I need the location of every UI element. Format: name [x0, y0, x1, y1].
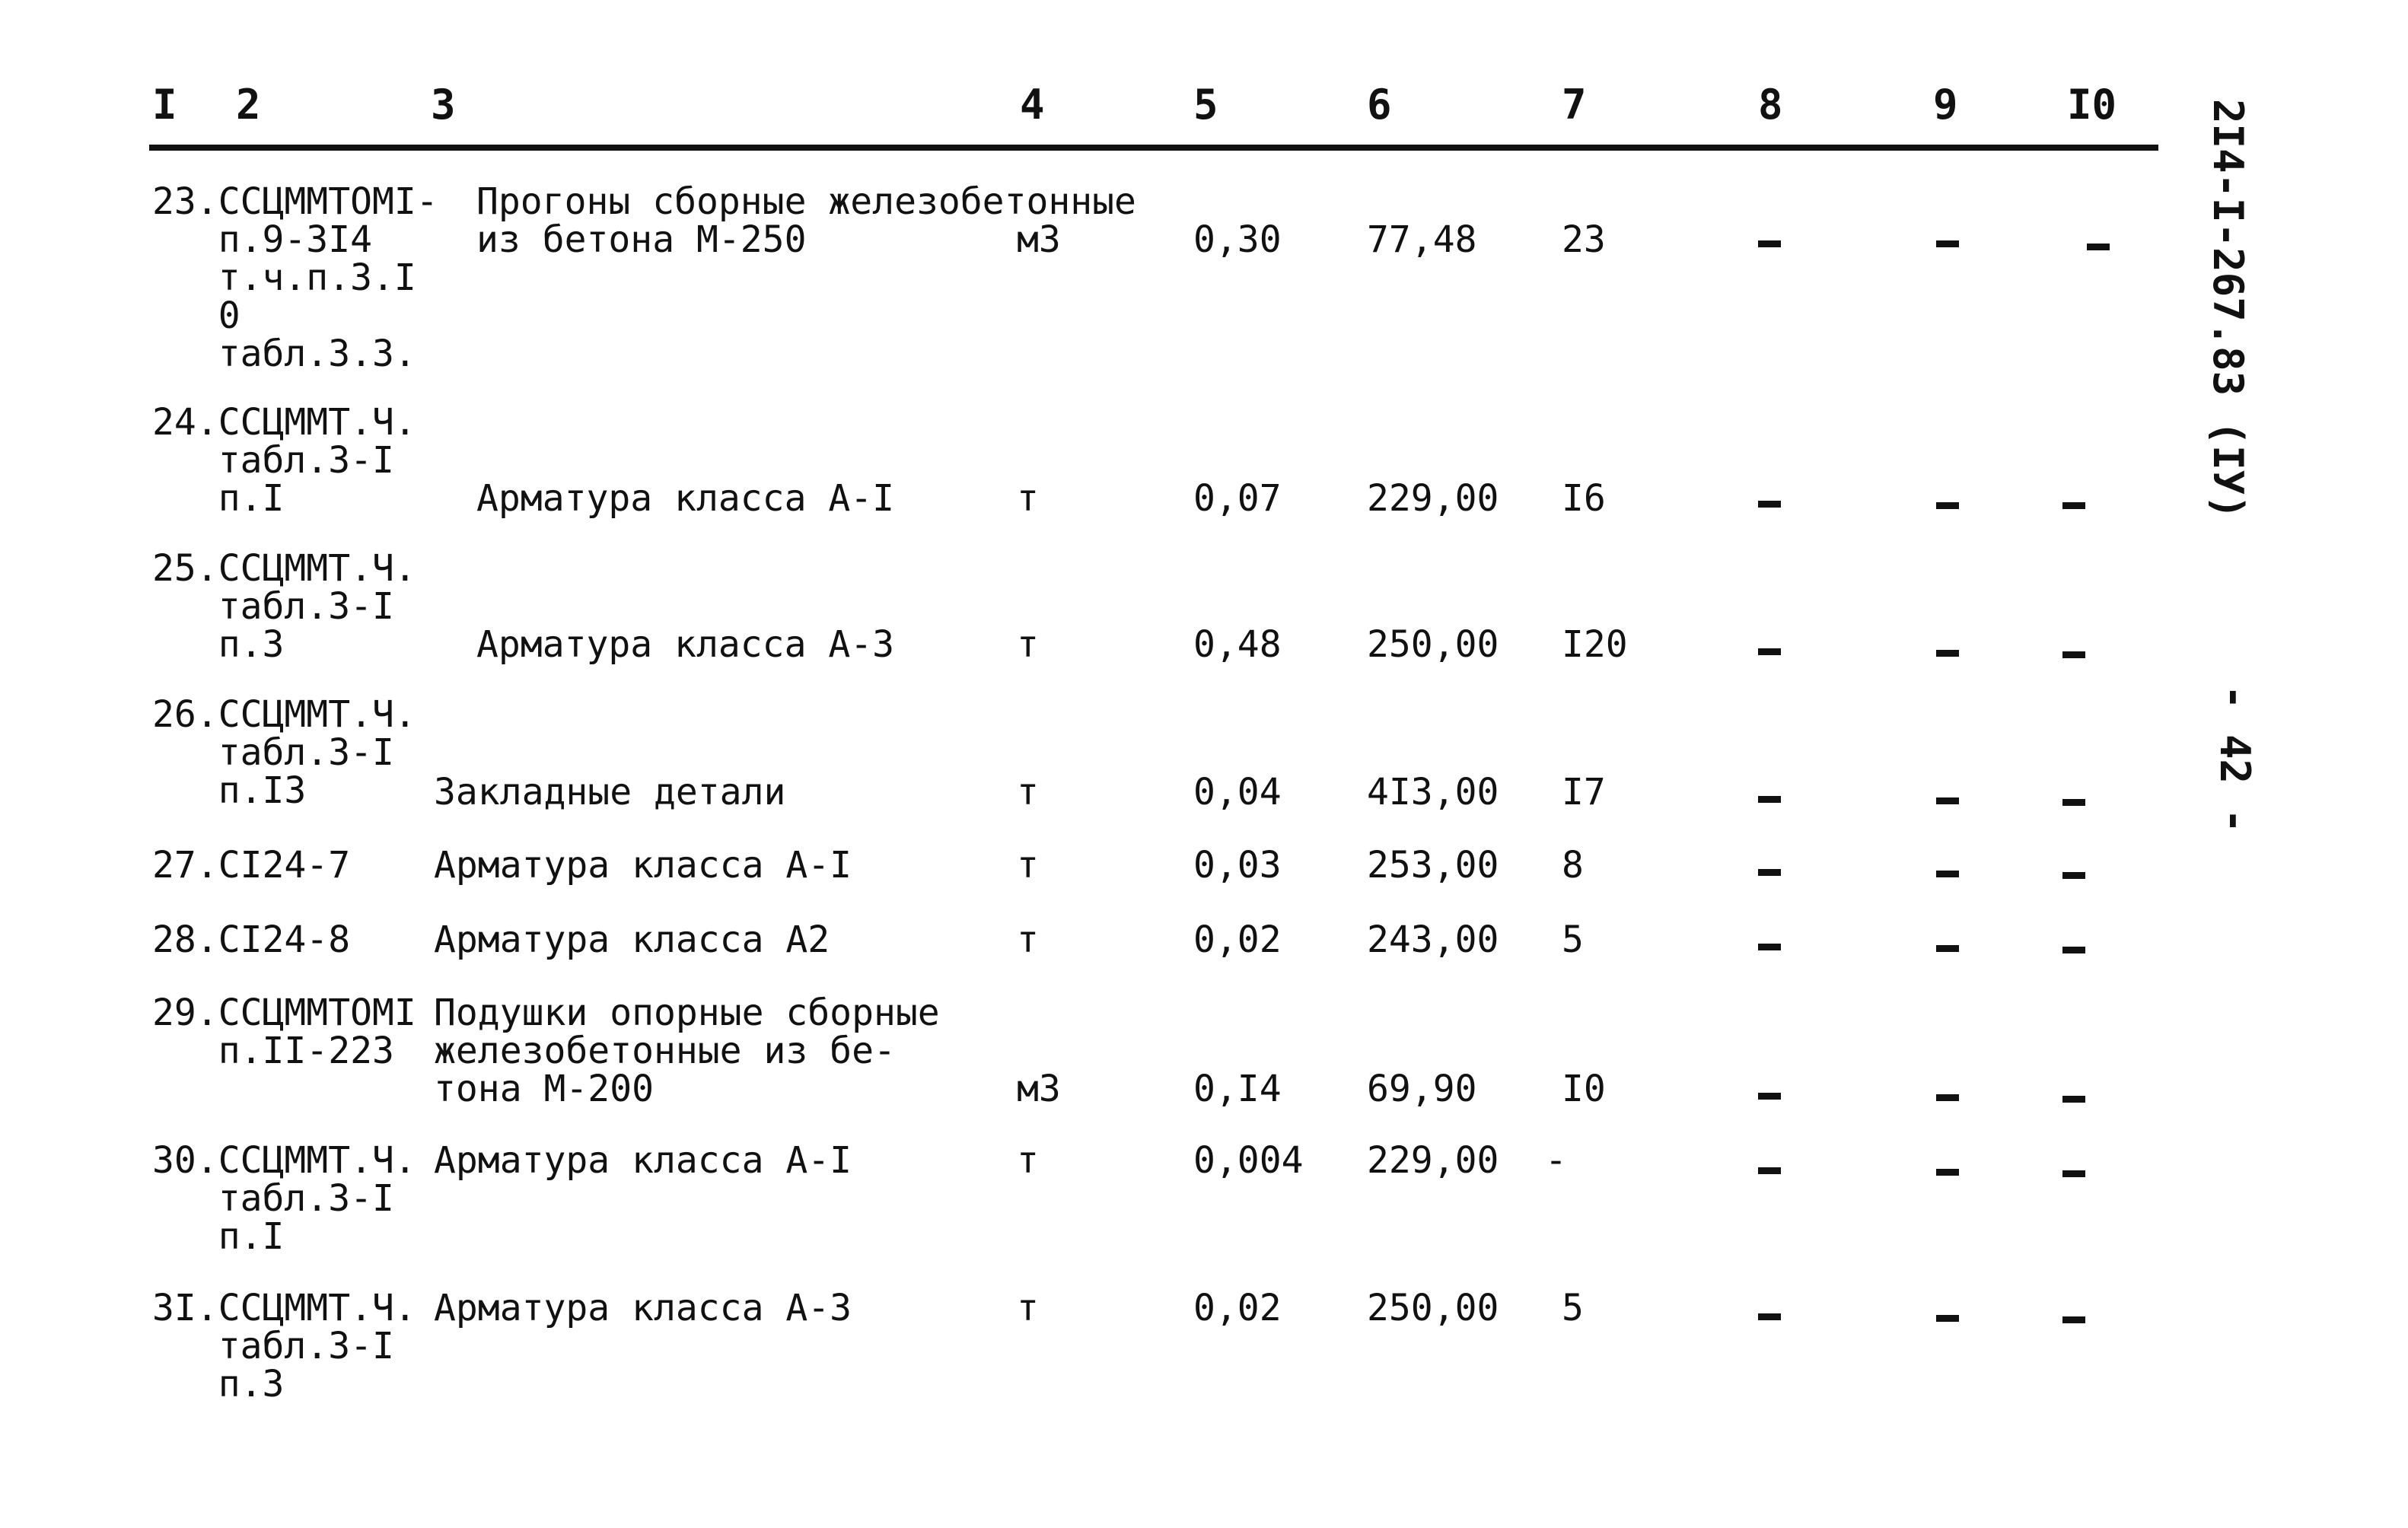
row-27-col10-dash — [2062, 872, 2085, 879]
row-30-reference: 30.ССЦММТ.Ч. табл.3-I п.I — [152, 1139, 416, 1258]
row-24-description: Арматура класса А-I — [476, 477, 895, 520]
col-header-5: 5 — [1193, 81, 1218, 129]
row-29-reference: 29.ССЦММТОМI п.II-223 — [152, 992, 416, 1072]
row-28-unit: т — [1017, 918, 1039, 961]
row-28-description: Арматура класса А2 — [434, 918, 830, 961]
row-23-price: 77,48 — [1367, 218, 1477, 261]
row-29-col9-dash — [1936, 1094, 1959, 1101]
row-24-reference: 24.ССЦММТ.Ч. табл.3-I п.I — [152, 401, 416, 520]
document-code: 2I4-I-267.83 (IУ) — [2204, 99, 2252, 520]
row-26-col9-dash — [1936, 797, 1959, 804]
row-25-total: I20 — [1562, 623, 1628, 666]
row-29-price: 69,90 — [1367, 1068, 1477, 1110]
col-header-7: 7 — [1562, 81, 1587, 129]
row-30-unit: т — [1017, 1139, 1039, 1182]
row-31-price: 250,00 — [1367, 1287, 1499, 1329]
row-31-col9-dash — [1936, 1315, 1959, 1322]
row-27-price: 253,00 — [1367, 844, 1499, 887]
col-header-10: I0 — [2067, 81, 2117, 129]
col-header-9: 9 — [1933, 81, 1958, 129]
row-25-unit: т — [1017, 623, 1039, 666]
col-header-1: I — [152, 81, 177, 129]
row-28-total: 5 — [1562, 918, 1584, 961]
row-30-total: - — [1545, 1139, 1567, 1182]
row-26-quantity: 0,04 — [1193, 771, 1282, 813]
row-29-total: I0 — [1562, 1068, 1606, 1110]
row-30-description: Арматура класса А-I — [434, 1139, 852, 1182]
page-number: - 42 - — [2211, 685, 2259, 834]
row-29-unit: м3 — [1017, 1068, 1061, 1110]
row-27-quantity: 0,03 — [1193, 844, 1282, 887]
row-30-quantity: 0,004 — [1193, 1139, 1304, 1182]
col-header-3: 3 — [431, 81, 456, 129]
row-27-total: 8 — [1562, 844, 1584, 887]
row-30-col10-dash — [2062, 1170, 2085, 1177]
row-29-quantity: 0,I4 — [1193, 1068, 1282, 1110]
row-28-col8-dash — [1758, 944, 1781, 950]
row-28-reference: 28.СI24-8 — [152, 918, 351, 961]
row-30-col9-dash — [1936, 1169, 1959, 1176]
row-29-col8-dash — [1758, 1093, 1781, 1100]
row-31-total: 5 — [1562, 1287, 1584, 1329]
row-27-col9-dash — [1936, 871, 1959, 877]
row-31-quantity: 0,02 — [1193, 1287, 1282, 1329]
row-23-col8-dash — [1758, 240, 1781, 247]
col-header-4: 4 — [1020, 81, 1045, 129]
row-28-price: 243,00 — [1367, 918, 1499, 961]
row-29-description: Подушки опорные сборные железобетонные из бе- тона М-200 — [434, 992, 940, 1110]
row-24-total: I6 — [1562, 477, 1606, 520]
col-header-8: 8 — [1758, 81, 1783, 129]
row-31-reference: 3I.ССЦММТ.Ч. табл.3-I п.3 — [152, 1287, 416, 1405]
row-25-price: 250,00 — [1367, 623, 1499, 666]
row-23-quantity: 0,30 — [1193, 218, 1282, 261]
row-31-col10-dash — [2062, 1316, 2085, 1323]
row-27-description: Арматура класса А-I — [434, 844, 852, 887]
header-rule — [149, 145, 2158, 151]
row-30-price: 229,00 — [1367, 1139, 1499, 1182]
row-25-quantity: 0,48 — [1193, 623, 1282, 666]
row-25-description: Арматура класса А-3 — [476, 623, 895, 666]
row-28-quantity: 0,02 — [1193, 918, 1282, 961]
row-31-col8-dash — [1758, 1313, 1781, 1320]
row-25-col8-dash — [1758, 648, 1781, 655]
row-23-unit: м3 — [1017, 218, 1061, 261]
row-25-reference: 25.ССЦММТ.Ч. табл.3-I п.3 — [152, 547, 416, 666]
row-24-price: 229,00 — [1367, 477, 1499, 520]
row-26-description: Закладные детали — [434, 771, 786, 813]
row-26-total: I7 — [1562, 771, 1606, 813]
row-24-col9-dash — [1936, 502, 1959, 509]
col-header-2: 2 — [236, 81, 261, 129]
row-26-reference: 26.ССЦММТ.Ч. табл.3-I п.I3 — [152, 693, 416, 812]
row-23-col9-dash — [1936, 240, 1959, 247]
row-28-col9-dash — [1936, 945, 1959, 952]
row-27-col8-dash — [1758, 869, 1781, 876]
row-24-quantity: 0,07 — [1193, 477, 1282, 520]
row-26-price: 4I3,00 — [1367, 771, 1499, 813]
row-27-unit: т — [1017, 844, 1039, 887]
row-24-unit: т — [1017, 477, 1039, 520]
row-25-col9-dash — [1936, 650, 1959, 657]
row-23-reference: 23.ССЦММТОМI- п.9-3I4 т.ч.п.3.I 0 табл.3.3. — [152, 180, 438, 375]
col-header-6: 6 — [1367, 81, 1392, 129]
row-23-col10-dash — [2087, 244, 2110, 250]
row-24-col10-dash — [2062, 502, 2085, 509]
row-26-unit: т — [1017, 771, 1039, 813]
row-26-col8-dash — [1758, 796, 1781, 803]
row-31-description: Арматура класса А-3 — [434, 1287, 852, 1329]
row-31-unit: т — [1017, 1287, 1039, 1329]
row-28-col10-dash — [2062, 947, 2085, 953]
row-25-col10-dash — [2062, 651, 2085, 658]
row-26-col10-dash — [2062, 799, 2085, 806]
row-24-col8-dash — [1758, 501, 1781, 508]
row-23-description: Прогоны сборные железобетонные из бетона М-250 — [476, 180, 1136, 261]
row-27-reference: 27.СI24-7 — [152, 844, 351, 887]
row-29-col10-dash — [2062, 1096, 2085, 1103]
row-23-total: 23 — [1562, 218, 1606, 261]
row-30-col8-dash — [1758, 1167, 1781, 1174]
